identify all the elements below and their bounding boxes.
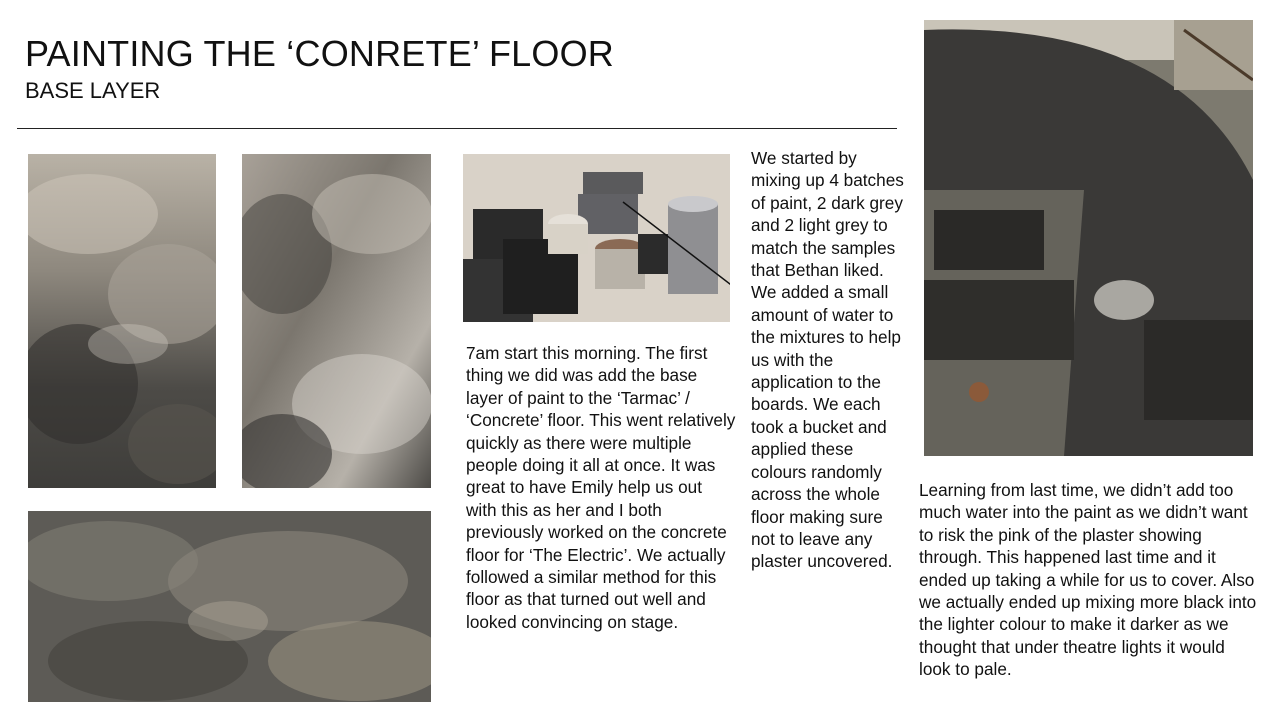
stage-floor-photo: [924, 20, 1253, 456]
right-paragraph-text: Learning from last time, we didn’t add too much water into the paint as we didn’t want to risk the pink of the plaster showing through. This happened last time and it ended up taking a while for us to cover. Also we actually ended up mixing more black into the lighter colour to make it darker as we thought that under theatre lights it would look to pale.: [919, 480, 1257, 680]
concrete-floor-photo-2: [242, 154, 431, 488]
concrete-floor-photo-1: [28, 154, 216, 488]
right-paragraph: [919, 479, 1259, 681]
concrete-floor-photo-3: [28, 511, 431, 702]
title-divider: [17, 128, 897, 129]
middle-paragraph: [466, 342, 736, 633]
narrow-paragraph: [751, 147, 907, 573]
page-title: PAINTING THE ‘CONRETE’ FLOOR: [25, 33, 614, 74]
page-subtitle: BASE LAYER: [25, 78, 161, 103]
narrow-paragraph-text: We started by mixing up 4 batches of paint, 2 dark grey and 2 light grey to match the samples that Bethan liked. We added a small amount of water to the mixtures to help us with the application to the boards. We each took a bucket and applied these colours randomly across the whole floor making sure not to leave any plaster uncovered.: [751, 148, 904, 572]
middle-paragraph-text: 7am start this morning. The first thing we did was add the base layer of paint to the ‘Tarmac’ / ‘Concrete’ floor. This went relatively quickly as there were multiple people doing it all at once. It was great to have Emily help us out with this as her and I both previously worked on the concrete floor for ‘The Electric’. We actually followed a similar method for this floor as that turned out well and looked convincing on stage.: [466, 343, 736, 632]
paint-buckets-photo: [463, 154, 730, 322]
